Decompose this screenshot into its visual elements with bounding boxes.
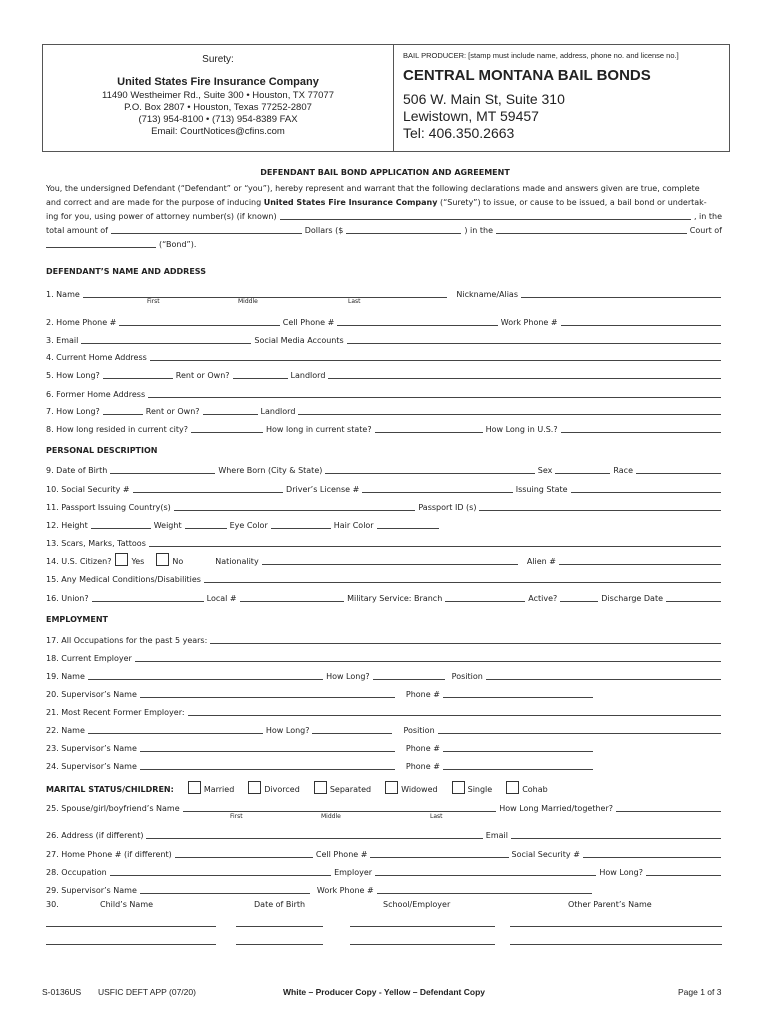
amount-words-field[interactable] bbox=[111, 224, 302, 234]
agreement-title: DEFENDANT BAIL BOND APPLICATION AND AGREEMENT bbox=[260, 168, 510, 177]
height-field[interactable] bbox=[91, 519, 151, 529]
row-4 bbox=[46, 348, 724, 362]
label-discharge: Discharge Date bbox=[601, 594, 663, 603]
divorced-checkbox[interactable] bbox=[248, 781, 261, 794]
row-3 bbox=[46, 331, 724, 345]
employer-name-field[interactable] bbox=[88, 670, 323, 680]
child-1-parent-field[interactable] bbox=[510, 926, 722, 927]
agreement-line-5 bbox=[46, 235, 722, 249]
label-supervisor: 23. Supervisor’s Name bbox=[46, 744, 137, 753]
supervisor-phone-field[interactable] bbox=[443, 742, 593, 752]
section-marital: MARITAL STATUS/CHILDREN: bbox=[46, 785, 174, 794]
section-employment: EMPLOYMENT bbox=[46, 615, 108, 624]
sub-last: Last bbox=[430, 813, 443, 820]
former-rent-own-field[interactable] bbox=[203, 405, 258, 415]
spouse-work-phone-field[interactable] bbox=[377, 884, 592, 894]
footer-form-number: S-0136US bbox=[42, 987, 82, 997]
row-16 bbox=[46, 589, 724, 603]
hair-field[interactable] bbox=[377, 519, 439, 529]
child-2-parent-field[interactable] bbox=[510, 944, 722, 945]
footer-form-title: USFIC DEFT APP (07/20) bbox=[98, 987, 196, 997]
label-eye: Eye Color bbox=[229, 521, 268, 530]
label-home-phone-diff: 27. Home Phone # (if different) bbox=[46, 850, 172, 859]
agreement-text: ) in the bbox=[464, 226, 493, 235]
sub-middle: Middle bbox=[321, 813, 341, 820]
union-field[interactable] bbox=[92, 592, 204, 602]
spouse-field[interactable] bbox=[183, 802, 497, 812]
label-no: No bbox=[172, 557, 184, 566]
agreement-surety-bold: United States Fire Insurance Company bbox=[263, 198, 438, 207]
surety-phone: (713) 954-8100 • (713) 954-8389 FAX bbox=[138, 114, 298, 125]
row-2 bbox=[46, 313, 724, 327]
social-media-field[interactable] bbox=[347, 334, 721, 344]
amount-dollars-field[interactable] bbox=[346, 224, 461, 234]
scars-field[interactable] bbox=[149, 537, 721, 547]
label-city: 8. How long resided in current city? bbox=[46, 425, 189, 434]
label-hair: Hair Color bbox=[333, 521, 374, 530]
label-dob: 9. Date of Birth bbox=[46, 466, 108, 475]
row-10 bbox=[46, 480, 724, 494]
row-6 bbox=[46, 385, 724, 399]
label-email: Email bbox=[485, 831, 508, 840]
label-employer-name: 19. Name bbox=[46, 672, 85, 681]
married-checkbox[interactable] bbox=[188, 781, 201, 794]
label-name: 1. Name bbox=[46, 290, 80, 299]
agreement-text: Court of bbox=[689, 226, 722, 235]
label-widowed: Widowed bbox=[401, 785, 438, 794]
former-address-field[interactable] bbox=[148, 388, 721, 398]
how-long-married-field[interactable] bbox=[616, 802, 721, 812]
sub-middle: Middle bbox=[238, 298, 258, 305]
alien-field[interactable] bbox=[559, 555, 721, 565]
name-field[interactable] bbox=[83, 288, 448, 298]
header-box bbox=[42, 44, 730, 152]
label-former-name: 22. Name bbox=[46, 726, 85, 735]
label-position: Position bbox=[403, 726, 435, 735]
landlord-field[interactable] bbox=[328, 369, 721, 379]
label-rent-own: Rent or Own? bbox=[175, 371, 230, 380]
agreement-text: (“Bond”). bbox=[159, 240, 197, 249]
label-nationality: Nationality bbox=[215, 557, 259, 566]
label-landlord: Landlord bbox=[290, 371, 326, 380]
city-field[interactable] bbox=[191, 423, 263, 433]
label-current-employer: 18. Current Employer bbox=[46, 654, 132, 663]
label-divorced: Divorced bbox=[264, 785, 300, 794]
label-passport-country: 11. Passport Issuing Country(s) bbox=[46, 503, 171, 512]
label-state: How long in current state? bbox=[266, 425, 372, 434]
marital-row bbox=[46, 780, 724, 794]
dl-field[interactable] bbox=[362, 483, 512, 493]
us-field[interactable] bbox=[561, 423, 721, 433]
label-former-address: 6. Former Home Address bbox=[46, 390, 146, 399]
label-phone: Phone # bbox=[405, 690, 440, 699]
label-work-phone: Work Phone # bbox=[500, 318, 558, 327]
row-25 bbox=[46, 799, 724, 813]
label-military: Military Service: Branch bbox=[347, 594, 443, 603]
row-24 bbox=[46, 757, 724, 771]
label-social-media: Social Media Accounts bbox=[254, 336, 344, 345]
label-cohab: Cohab bbox=[522, 785, 548, 794]
label-yes: Yes bbox=[131, 557, 145, 566]
home-phone-field[interactable] bbox=[119, 316, 279, 326]
row-19 bbox=[46, 667, 724, 681]
active-field[interactable] bbox=[560, 592, 598, 602]
sex-field[interactable] bbox=[555, 464, 610, 474]
spouse-supervisor-field[interactable] bbox=[140, 884, 310, 894]
row-13 bbox=[46, 534, 724, 548]
weight-field[interactable] bbox=[185, 519, 227, 529]
sub-first: First bbox=[230, 813, 243, 820]
dob-field[interactable] bbox=[110, 464, 215, 474]
spouse-occupation-field[interactable] bbox=[110, 866, 331, 876]
label-how-long: How Long? bbox=[265, 726, 310, 735]
producer-phone: Tel: 406.350.2663 bbox=[403, 125, 515, 141]
surety-address-2: P.O. Box 2807 • Houston, Texas 77252-2807 bbox=[124, 102, 312, 113]
child-2-name-field[interactable] bbox=[46, 944, 216, 945]
born-field[interactable] bbox=[325, 464, 534, 474]
label-supervisor: 29. Supervisor’s Name bbox=[46, 886, 137, 895]
label-landlord: Landlord bbox=[260, 407, 296, 416]
agreement-text: (“Surety”) to issue, or cause to be issued, a bail bond or undertak- bbox=[437, 198, 707, 207]
row-12 bbox=[46, 516, 724, 530]
cohab-checkbox[interactable] bbox=[506, 781, 519, 794]
row-11 bbox=[46, 498, 724, 512]
agreement-text: ing for you, using power of attorney number(s) (if known) bbox=[46, 212, 277, 221]
label-union: 16. Union? bbox=[46, 594, 89, 603]
label-work-phone: Work Phone # bbox=[316, 886, 374, 895]
label-born: Where Born (City & State) bbox=[218, 466, 323, 475]
label-us: How Long in U.S.? bbox=[485, 425, 558, 434]
label-phone: Phone # bbox=[405, 762, 440, 771]
spouse-ssn-field[interactable] bbox=[583, 848, 721, 858]
label-supervisor: 24. Supervisor’s Name bbox=[46, 762, 137, 771]
label-how-long: 5. How Long? bbox=[46, 371, 100, 380]
spouse-cell-field[interactable] bbox=[370, 848, 508, 858]
child-1-school-field[interactable] bbox=[350, 926, 495, 927]
agreement-text: , in the bbox=[693, 212, 722, 221]
employer-how-long-field[interactable] bbox=[373, 670, 445, 680]
label-nickname: Nickname/Alias bbox=[456, 290, 518, 299]
col-date-of-birth: Date of Birth bbox=[254, 900, 306, 909]
label-cell-phone: Cell Phone # bbox=[282, 318, 335, 327]
spouse-how-long-field[interactable] bbox=[646, 866, 721, 876]
former-how-long-field[interactable] bbox=[312, 724, 392, 734]
label-separated: Separated bbox=[329, 785, 372, 794]
supervisor-field[interactable] bbox=[140, 742, 395, 752]
label-email: 3. Email bbox=[46, 336, 79, 345]
producer-address-2: Lewistown, MT 59457 bbox=[403, 108, 539, 124]
email-field[interactable] bbox=[81, 334, 251, 344]
surety-email: Email: CourtNotices@cfins.com bbox=[151, 126, 285, 137]
separated-checkbox[interactable] bbox=[314, 781, 327, 794]
agreement-text: total amount of bbox=[46, 226, 108, 235]
agreement-line-1: You, the undersigned Defendant (“Defendant” or “you”), hereby represent and warrant that the following declarations made and answers given are true, complete bbox=[46, 184, 700, 193]
row-14 bbox=[46, 552, 724, 566]
agreement-text: Dollars ($ bbox=[304, 226, 344, 235]
surety-name: United States Fire Insurance Company bbox=[117, 76, 319, 88]
power-of-attorney-field[interactable] bbox=[280, 210, 691, 220]
label-position: Position bbox=[451, 672, 483, 681]
rent-own-field[interactable] bbox=[233, 369, 288, 379]
label-current-address: 4. Current Home Address bbox=[46, 353, 147, 362]
row-28 bbox=[46, 863, 724, 877]
local-field[interactable] bbox=[240, 592, 344, 602]
label-employer: Employer bbox=[334, 868, 373, 877]
label-passport-id: Passport ID (s) bbox=[418, 503, 477, 512]
child-1-dob-field[interactable] bbox=[236, 926, 323, 927]
row-27 bbox=[46, 845, 724, 859]
label-spouse: 25. Spouse/girl/boyfriend’s Name bbox=[46, 804, 180, 813]
supervisor-field[interactable] bbox=[140, 688, 395, 698]
row-9 bbox=[46, 461, 724, 475]
passport-id-field[interactable] bbox=[479, 501, 721, 511]
citizen-yes-checkbox[interactable] bbox=[115, 553, 128, 566]
producer-address-1: 506 W. Main St, Suite 310 bbox=[403, 91, 565, 107]
label-30: 30. bbox=[46, 900, 59, 909]
spouse-email-field[interactable] bbox=[511, 829, 721, 839]
label-occupation: 28. Occupation bbox=[46, 868, 107, 877]
label-how-long: 7. How Long? bbox=[46, 407, 100, 416]
label-home-phone: 2. Home Phone # bbox=[46, 318, 117, 327]
label-issuing-state: Issuing State bbox=[515, 485, 568, 494]
row-1 bbox=[46, 285, 724, 299]
widowed-checkbox[interactable] bbox=[385, 781, 398, 794]
row-18 bbox=[46, 649, 724, 663]
row-22 bbox=[46, 721, 724, 735]
row-29 bbox=[46, 881, 724, 895]
child-2-dob-field[interactable] bbox=[236, 944, 323, 945]
child-1-name-field[interactable] bbox=[46, 926, 216, 927]
surety-label: Surety: bbox=[202, 54, 234, 65]
row-26 bbox=[46, 826, 724, 840]
nickname-field[interactable] bbox=[521, 288, 721, 298]
agreement-text: and correct and are made for the purpose of inducing bbox=[46, 198, 264, 207]
label-citizen: 14. U.S. Citizen? bbox=[46, 557, 112, 566]
row-7 bbox=[46, 402, 724, 416]
row-21 bbox=[46, 703, 724, 717]
state-field[interactable] bbox=[375, 423, 483, 433]
discharge-field[interactable] bbox=[666, 592, 721, 602]
col-child-name: Child’s Name bbox=[100, 900, 154, 909]
col-school-employer: School/Employer bbox=[383, 900, 451, 909]
court-name-field[interactable] bbox=[46, 238, 156, 248]
label-sex: Sex bbox=[537, 466, 553, 475]
home-phone-diff-field[interactable] bbox=[175, 848, 313, 858]
producer-name: CENTRAL MONTANA BAIL BONDS bbox=[403, 67, 651, 84]
label-local: Local # bbox=[206, 594, 237, 603]
work-phone-field[interactable] bbox=[561, 316, 721, 326]
court-field[interactable] bbox=[496, 224, 687, 234]
label-ssn: 10. Social Security # bbox=[46, 485, 130, 494]
former-landlord-field[interactable] bbox=[298, 405, 721, 415]
row-15 bbox=[46, 570, 724, 584]
label-height: 12. Height bbox=[46, 521, 88, 530]
supervisor-field[interactable] bbox=[140, 760, 395, 770]
passport-country-field[interactable] bbox=[174, 501, 416, 511]
label-married: Married bbox=[203, 785, 235, 794]
agreement-line-4 bbox=[46, 221, 722, 235]
row-20 bbox=[46, 685, 724, 699]
row-8 bbox=[46, 420, 724, 434]
label-scars: 13. Scars, Marks, Tattoos bbox=[46, 539, 146, 548]
cell-phone-field[interactable] bbox=[337, 316, 497, 326]
label-how-long-married: How Long Married/together? bbox=[499, 804, 613, 813]
current-employer-field[interactable] bbox=[135, 652, 721, 662]
section-personal: PERSONAL DESCRIPTION bbox=[46, 446, 158, 455]
supervisor-phone-field[interactable] bbox=[443, 760, 593, 770]
former-position-field[interactable] bbox=[438, 724, 721, 734]
label-occupations: 17. All Occupations for the past 5 years: bbox=[46, 636, 208, 645]
former-name-field[interactable] bbox=[88, 724, 263, 734]
sub-first: First bbox=[147, 298, 160, 305]
label-former-employer: 21. Most Recent Former Employer: bbox=[46, 708, 185, 717]
label-how-long: How Long? bbox=[326, 672, 370, 681]
former-employer-field[interactable] bbox=[188, 706, 721, 716]
current-address-field[interactable] bbox=[150, 351, 721, 361]
section-name-address: DEFENDANT’S NAME AND ADDRESS bbox=[46, 267, 206, 276]
citizen-no-checkbox[interactable] bbox=[156, 553, 169, 566]
row-5 bbox=[46, 366, 724, 380]
label-dl: Driver’s License # bbox=[286, 485, 360, 494]
label-rent-own: Rent or Own? bbox=[145, 407, 200, 416]
former-how-long-field[interactable] bbox=[103, 405, 143, 415]
nationality-field[interactable] bbox=[262, 555, 518, 565]
label-phone: Phone # bbox=[405, 744, 440, 753]
label-single: Single bbox=[467, 785, 493, 794]
supervisor-phone-field[interactable] bbox=[443, 688, 593, 698]
eye-field[interactable] bbox=[271, 519, 331, 529]
how-long-field[interactable] bbox=[103, 369, 173, 379]
producer-label: BAIL PRODUCER: [stamp must include name, address, phone no. and license no.] bbox=[403, 51, 679, 60]
label-alien: Alien # bbox=[526, 557, 556, 566]
label-how-long: How Long? bbox=[599, 868, 643, 877]
label-active: Active? bbox=[528, 594, 558, 603]
row-23 bbox=[46, 739, 724, 753]
spouse-employer-field[interactable] bbox=[375, 866, 596, 876]
label-address-different: 26. Address (if different) bbox=[46, 831, 144, 840]
ssn-field[interactable] bbox=[133, 483, 283, 493]
single-checkbox[interactable] bbox=[452, 781, 465, 794]
col-other-parent: Other Parent’s Name bbox=[568, 900, 652, 909]
footer-page: Page 1 of 3 bbox=[678, 987, 722, 997]
sub-last: Last bbox=[348, 298, 361, 305]
label-cell-phone: Cell Phone # bbox=[315, 850, 368, 859]
label-supervisor: 20. Supervisor’s Name bbox=[46, 690, 137, 699]
medical-field[interactable] bbox=[204, 573, 721, 583]
label-race: Race bbox=[613, 466, 633, 475]
issuing-state-field[interactable] bbox=[571, 483, 721, 493]
race-field[interactable] bbox=[636, 464, 721, 474]
branch-field[interactable] bbox=[445, 592, 525, 602]
row-17 bbox=[46, 631, 724, 645]
address-different-field[interactable] bbox=[146, 829, 482, 839]
child-2-school-field[interactable] bbox=[350, 944, 495, 945]
footer-copies: White – Producer Copy - Yellow – Defendant Copy bbox=[283, 987, 485, 997]
position-field[interactable] bbox=[486, 670, 721, 680]
occupations-field[interactable] bbox=[210, 634, 721, 644]
label-weight: Weight bbox=[153, 521, 182, 530]
label-ssn: Social Security # bbox=[511, 850, 580, 859]
surety-address-1: 11490 Westheimer Rd., Suite 300 • Houston, TX 77077 bbox=[102, 90, 334, 101]
label-medical: 15. Any Medical Conditions/Disabilities bbox=[46, 575, 201, 584]
header-divider bbox=[393, 45, 394, 151]
agreement-line-3 bbox=[46, 207, 722, 221]
